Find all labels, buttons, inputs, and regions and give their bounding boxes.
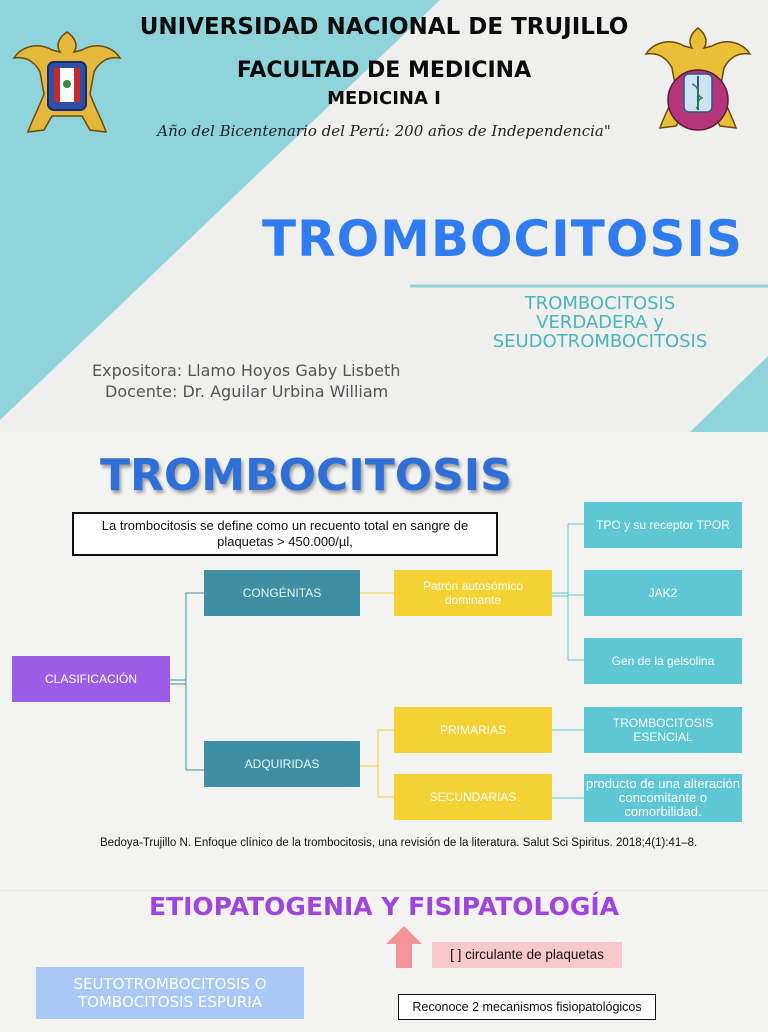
etiopathogenesis-title: ETIOPATOGENIA Y FISIPATOLOGÍA [149,892,619,921]
tpo-node: TPO y su receptor TPOR [584,502,742,548]
gelsolin-node: Gen de la gelsolina [584,638,742,684]
course-name: MEDICINA I [327,88,441,109]
subtitle-line-1: TROMBOCITOSIS [524,293,676,314]
circulating-platelets-box: [ ] circulante de plaquetas [432,942,622,968]
comorbid-node: producto de una alteración concomitante o comorbilidad. [584,774,742,822]
subtitle-line-3: SEUDOTROMBOCITOSIS [492,331,708,352]
presenter-name: Expositora: Llamo Hoyos Gaby Lisbeth [92,361,401,380]
primary-node: PRIMARIAS [394,707,552,753]
faculty-name: FACULTAD DE MEDICINA [236,58,532,83]
reference-text: Bedoya-Trujillo N. Enfoque clínico de la trombocitosis, una revisión de la literatura. Salut Sci Spiritus. 2018;4(1):41–8. [100,837,698,849]
teacher-name: Docente: Dr. Aguilar Urbina William [105,382,389,401]
cover-slide [0,0,768,432]
subtitle-line-2: VERDADERA y [536,312,664,333]
secondary-node: SECUNDARIAS [394,774,552,820]
congenital-node: CONGÉNITAS [204,570,360,616]
classification-slide [0,432,768,1032]
university-name: UNIVERSIDAD NACIONAL DE TRUJILLO [139,14,629,40]
slide-title: TROMBOCITOSIS [100,450,512,501]
pseudothrombocytosis-box: SEUTOTROMBOCITOSIS O TOMBOCITOSIS ESPURIA [36,967,304,1019]
up-arrow-icon [384,924,424,970]
slide-divider [0,890,768,891]
cover-subtitle [440,294,760,351]
acquired-node: ADQUIRIDAS [204,741,360,787]
cover-title: TROMBOCITOSIS [262,210,744,268]
definition-box: La trombocitosis se define como un recuento total en sangre de plaquetas > 450.000/µl, [72,512,498,556]
motto: Año del Bicentenario del Perú: 200 años de Independencia" [157,122,611,140]
essential-node: TROMBOCITOSIS ESENCIAL [584,707,742,753]
classification-node: CLASIFICACIÓN [12,656,170,702]
mechanisms-box: Reconoce 2 mecanismos fisiopatológicos [398,994,656,1020]
autosomal-node: Patrón autosómico dominante [394,570,552,616]
jak2-node: JAK2 [584,570,742,616]
